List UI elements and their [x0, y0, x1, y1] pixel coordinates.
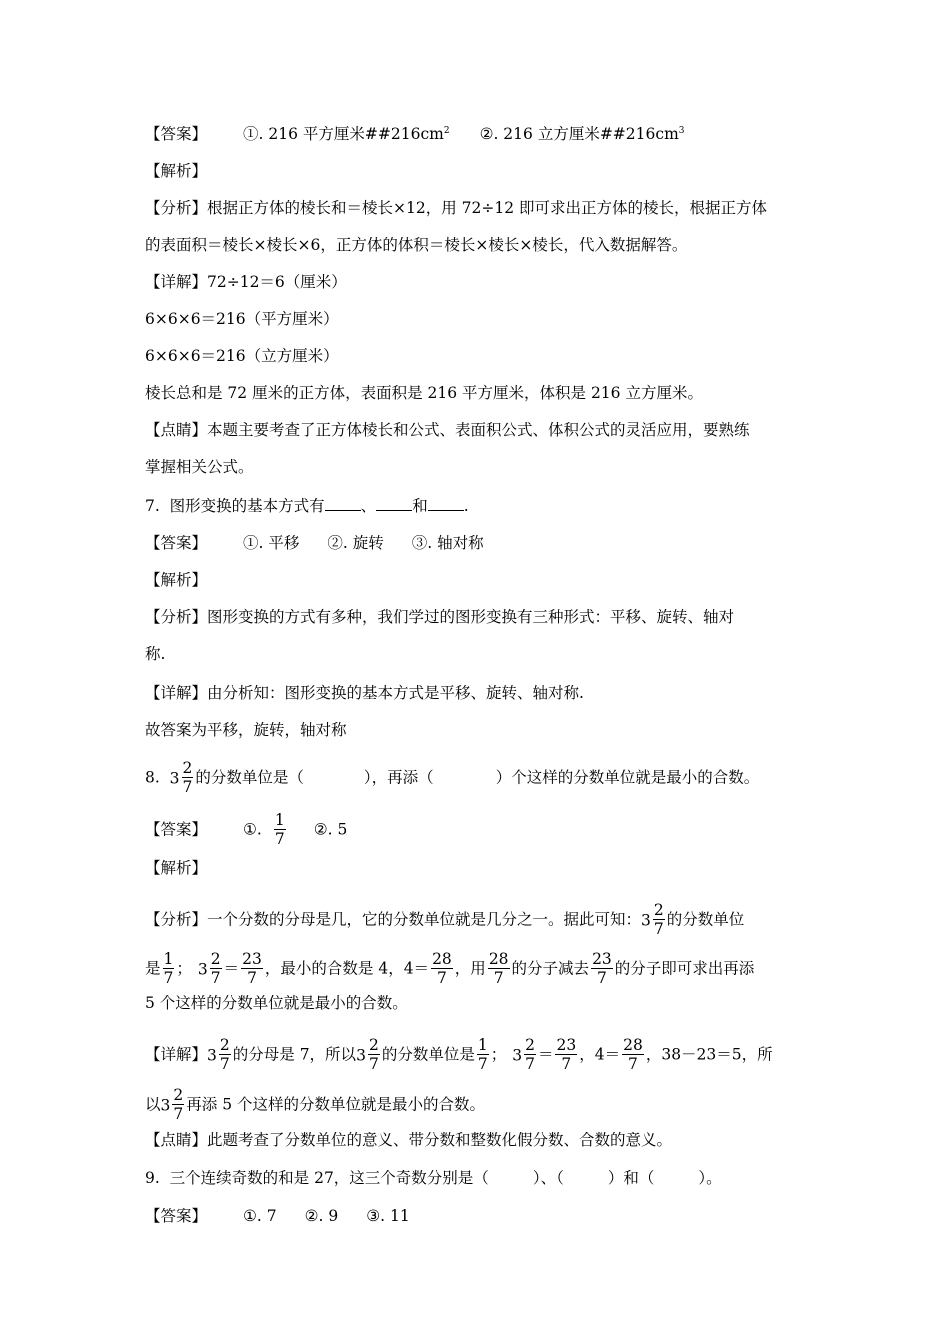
denominator: 7 [477, 1055, 488, 1073]
answer-2: ②. 9 [304, 1207, 339, 1225]
detail-text: 6×6×6＝216（立方厘米） [145, 347, 339, 365]
answer-tag: 【答案】 [145, 820, 208, 839]
mixed-number [641, 902, 667, 939]
text: ＝ [537, 1045, 554, 1064]
question-number: 9. [145, 1169, 160, 1187]
numerator: 2 [525, 1036, 535, 1054]
fraction [219, 1036, 231, 1073]
numerator: 23 [242, 950, 262, 968]
analysis-text [145, 951, 754, 988]
fraction [524, 1036, 536, 1073]
text: 【详解】 [145, 1045, 208, 1064]
superscript-3: 3 [678, 125, 685, 136]
detail-text [145, 1037, 773, 1074]
question-number: 8. [145, 768, 160, 787]
question-number: 7. [145, 497, 160, 515]
superscript-2: 2 [443, 125, 450, 136]
numerator: 1 [163, 950, 174, 968]
fraction [653, 901, 665, 938]
answer-1: ①. 平移 [243, 534, 300, 552]
analysis-heading: 【解析】 [145, 859, 208, 877]
analysis-text: 【分析】根据正方体的棱长和＝棱长×12，用 72÷12 即可求出正方体的棱长，根据正方体 [145, 199, 768, 217]
analysis-text: 【分析】图形变换的方式有多种，我们学过的图形变换有三种形式：平移、旋转、轴对 [145, 608, 735, 626]
analysis-heading: 【解析】 [145, 162, 208, 180]
denominator: 7 [628, 1055, 638, 1073]
answer-tag: 【答案】 [145, 534, 208, 552]
comment-text: 掌握相关公式。 [145, 458, 254, 476]
fraction [274, 811, 286, 848]
numerator: 23 [592, 950, 612, 968]
answer-2: ②. 216 立方厘米##216cm [479, 125, 679, 143]
fraction [591, 950, 613, 987]
text: ； [490, 1045, 507, 1064]
question-text: 、 [360, 497, 377, 515]
denominator: 7 [525, 1055, 535, 1073]
whole-part: 3 [512, 1046, 523, 1065]
denominator: 7 [182, 778, 193, 796]
numerator: 2 [219, 1036, 230, 1054]
fraction [622, 1036, 644, 1073]
mixed-number [207, 1037, 233, 1074]
detail-text: 6×6×6＝216（平方厘米） [145, 310, 339, 328]
text: ，最小的合数是 4，4＝ [264, 959, 430, 978]
numerator: 2 [653, 901, 664, 919]
fraction [368, 1036, 380, 1073]
text: 的分数单位是 [381, 1045, 475, 1064]
denominator: 7 [219, 1055, 230, 1073]
comment-text: 【点睛】此题考查了分数单位的意义、带分数和整数化假分数、合数的意义。 [145, 1131, 673, 1149]
question-text: 三个连续奇数的和是 27，这三个奇数分别是（ [169, 1169, 489, 1187]
answer-line-7 [145, 533, 484, 553]
question-9 [145, 1168, 722, 1188]
numerator: 2 [182, 759, 193, 777]
text: 的分子减去 [511, 959, 590, 978]
answer-1: ①. [243, 820, 262, 839]
fraction [163, 950, 175, 987]
question-text: 的分数单位是（ [195, 768, 304, 787]
question-text: ）和（ [607, 1169, 655, 1187]
numerator: 1 [274, 811, 285, 829]
answer-line-6 [145, 124, 685, 144]
question-text: 和 [412, 497, 428, 515]
numerator: 23 [556, 1036, 577, 1054]
answer-3: ③. 11 [366, 1207, 410, 1225]
numerator: 2 [173, 1086, 184, 1104]
answer-2: ②. 旋转 [327, 534, 384, 552]
numerator: 2 [368, 1036, 379, 1054]
detail-text: 【详解】由分析知：图形变换的基本方式是平移、旋转、轴对称. [145, 684, 584, 702]
denominator: 7 [493, 969, 504, 987]
fraction [182, 759, 194, 796]
text: 以 [145, 1095, 161, 1114]
comment-text: 【点睛】本题主要考查了正方体棱长和公式、表面积公式、体积公式的灵活应用，要熟练 [145, 421, 750, 439]
blank [325, 496, 361, 511]
analysis-heading: 【解析】 [145, 571, 208, 589]
question-text: . [463, 497, 469, 515]
answer-1: ①. 7 [243, 1207, 277, 1225]
text: 的分数单位 [666, 910, 745, 929]
answer-3: ③. 轴对称 [411, 534, 484, 552]
question-text: ）个这样的分数单位就是最小的合数。 [495, 768, 760, 787]
denominator: 7 [274, 830, 285, 848]
denominator: 7 [210, 969, 221, 987]
detail-text: 棱长总和是 72 厘米的正方体，表面积是 216 平方厘米，体积是 216 立方厘米。 [145, 384, 703, 402]
numerator: 28 [623, 1036, 643, 1054]
denominator: 7 [561, 1055, 572, 1073]
detail-text: 【详解】72÷12＝6（厘米） [145, 273, 347, 291]
whole-part: 3 [169, 769, 180, 788]
answer-1: ①. 216 平方厘米##216cm [243, 125, 444, 143]
analysis-text: 的表面积＝棱长×棱长×6，正方体的体积＝棱长×棱长×棱长，代入数据解答。 [145, 236, 688, 254]
question-text: 图形变换的基本方式有 [169, 497, 325, 515]
text: 的分子即可求出再添 [614, 959, 755, 978]
conclusion-text: 故答案为平移，旋转，轴对称 [145, 721, 347, 739]
mixed-number [161, 1087, 187, 1124]
text: 的分母是 7，所以 [232, 1045, 357, 1064]
denominator: 7 [653, 920, 664, 938]
analysis-text [145, 902, 744, 939]
mixed-number [170, 760, 196, 797]
numerator: 1 [477, 1036, 488, 1054]
answer-tag: 【答案】 [145, 125, 208, 143]
text: ，用 [454, 959, 486, 978]
answer-2: ②. 5 [313, 820, 348, 839]
whole-part: 3 [197, 960, 208, 979]
text: 再添 5 个这样的分数单位就是最小的合数。 [186, 1095, 485, 1114]
analysis-text: 5 个这样的分数单位就是最小的合数。 [145, 994, 408, 1012]
text: ； [176, 959, 192, 978]
numerator: 28 [432, 950, 452, 968]
denominator: 7 [173, 1105, 184, 1123]
denominator: 7 [368, 1055, 379, 1073]
numerator: 2 [210, 950, 221, 968]
denominator: 7 [436, 969, 447, 987]
fraction [488, 950, 510, 987]
fraction [477, 1036, 489, 1073]
text: 是 [145, 959, 161, 978]
whole-part: 3 [356, 1046, 366, 1065]
fraction [555, 1036, 577, 1073]
answer-line-9 [145, 1206, 410, 1226]
text: ＝ [223, 959, 240, 978]
fraction [241, 950, 263, 987]
mixed-number [512, 1037, 538, 1074]
denominator: 7 [163, 969, 174, 987]
text: 【分析】一个分数的分母是几，它的分数单位就是几分之一。据此可知： [145, 910, 642, 929]
whole-part: 3 [160, 1096, 171, 1115]
denominator: 7 [596, 969, 607, 987]
question-text: ）。 [698, 1169, 722, 1187]
question-text: ），再添（ [363, 768, 434, 787]
whole-part: 3 [641, 911, 651, 930]
question-8 [145, 760, 759, 797]
mixed-number [198, 951, 224, 988]
blank [376, 496, 412, 511]
fraction [210, 950, 222, 987]
question-7 [145, 496, 469, 516]
blank [428, 496, 464, 511]
analysis-text: 称. [145, 645, 166, 663]
answer-tag: 【答案】 [145, 1207, 208, 1225]
text: ，4＝ [579, 1045, 621, 1064]
fraction [431, 950, 453, 987]
detail-text [145, 1087, 485, 1124]
numerator: 28 [488, 950, 509, 968]
whole-part: 3 [207, 1046, 217, 1065]
answer-line-8 [145, 812, 347, 849]
text: ，38－23＝5，所 [645, 1045, 773, 1064]
question-text: ）、（ [532, 1169, 564, 1187]
denominator: 7 [247, 969, 257, 987]
mixed-number [356, 1037, 382, 1074]
fraction [172, 1086, 184, 1123]
